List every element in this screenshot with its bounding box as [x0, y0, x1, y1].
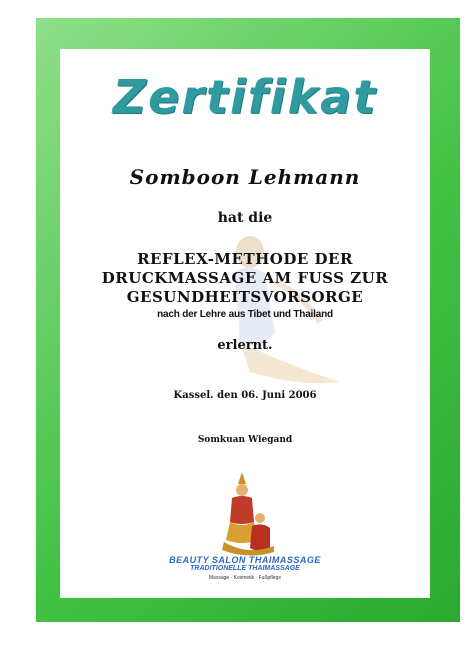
signer-name: Somkuan Wiegand [197, 435, 293, 445]
completion-text: erlernt. [217, 338, 273, 353]
recipient-name: Somboon Lehmann [129, 165, 361, 189]
method-line: GESUNDHEITSVORSORGE [126, 288, 364, 306]
place-date: Kassel. den 06. Juni 2006 [173, 390, 317, 401]
thai-dancer-logo [218, 470, 278, 560]
method-subtitle: nach der Lehre aus Tibet und Thailand [157, 309, 333, 320]
method-title [60, 250, 430, 307]
intro-text: hat die [217, 210, 273, 226]
method-line: DRUCKMASSAGE AM FUSS ZUR [101, 269, 389, 287]
method-line: REFLEX-METHODE DER [137, 250, 353, 268]
thai-figure-watermark [180, 212, 370, 402]
salon-subtitle: TRADITIONELLE THAIMASSAGE [190, 565, 300, 572]
salon-services: Massage · Kosmetik · Fußpflege [208, 575, 282, 581]
certificate-title: Zertifikat [112, 70, 378, 124]
salon-name: BEAUTY SALON THAIMASSAGE [169, 555, 321, 565]
